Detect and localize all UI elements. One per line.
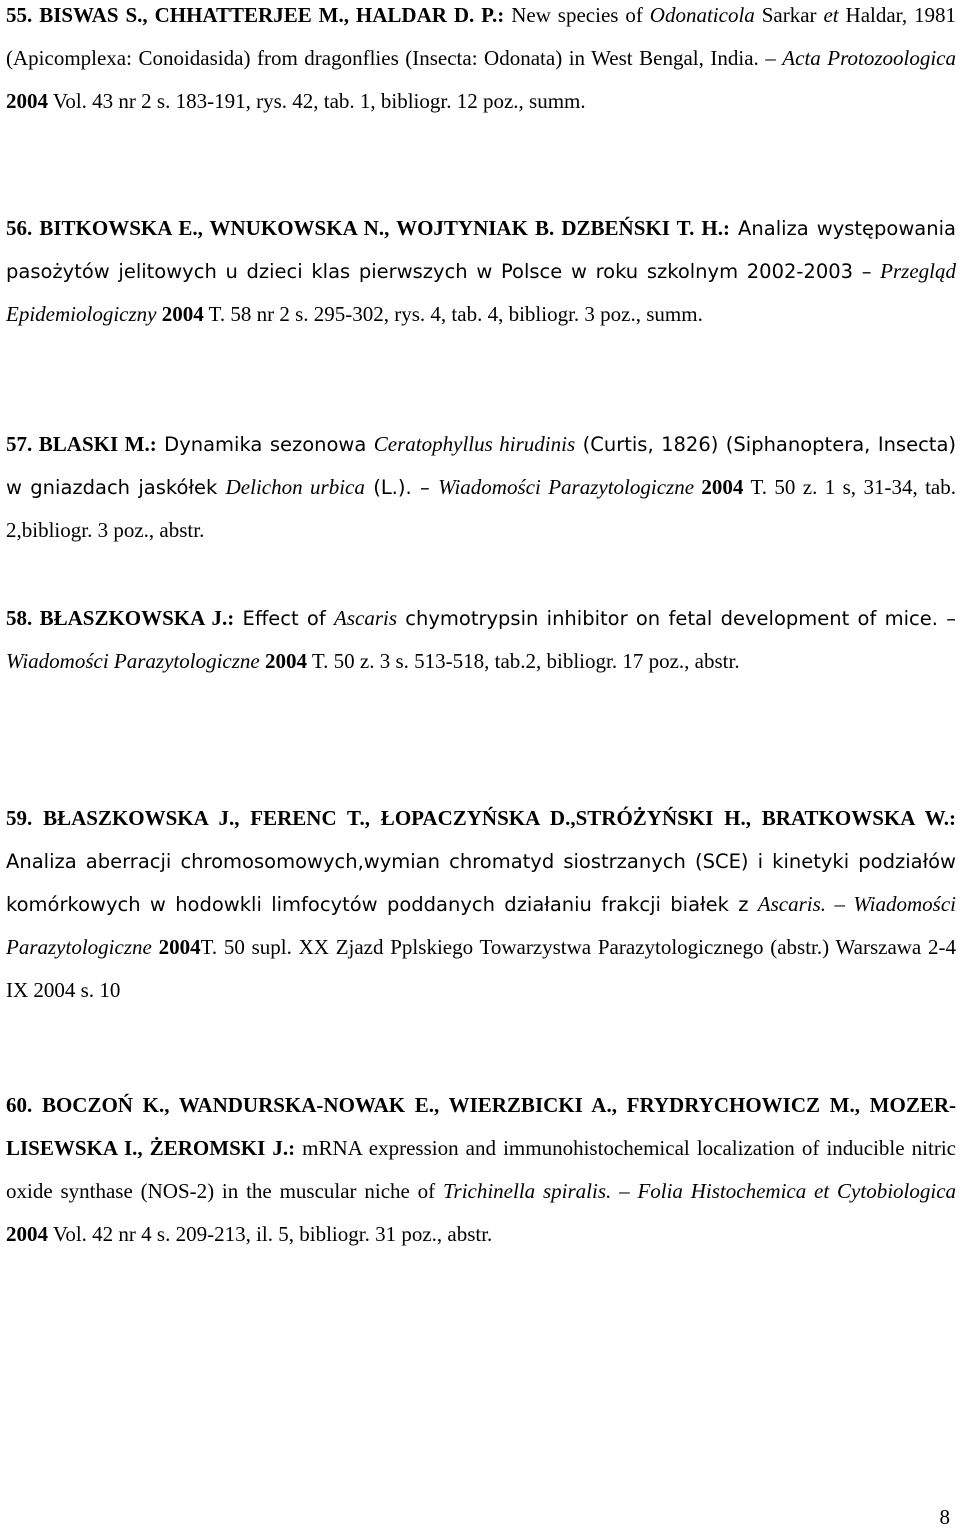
bibliography-entry-55 xyxy=(6,0,956,123)
entry-authors-or-year: 2004 xyxy=(6,1222,48,1246)
entry-number: 57. xyxy=(6,432,33,456)
bibliography-entry-58 xyxy=(6,597,956,683)
entry-italic-title: Wiadomości Parazytologiczne xyxy=(438,475,695,499)
entry-number: 55. xyxy=(6,3,33,27)
entry-text: Vol. 43 nr 2 s. 183-191, rys. 42, tab. 1, bibliogr. 12 poz., summ. xyxy=(48,89,586,113)
entry-text: Effect of xyxy=(234,607,335,630)
entry-italic-title: Wiadomości Parazytologiczne xyxy=(6,649,260,673)
entry-italic-title: Przegląd Epidemiologiczny xyxy=(6,259,956,326)
entry-text: – xyxy=(826,892,854,916)
entry-text: Haldar, 1981 (Apicomplexa: Conoidasida) from dragonflies (Insecta: Odonata) in West Bengal, India. – xyxy=(6,3,956,70)
entry-text: T. 58 nr 2 s. 295-302, rys. 4, tab. 4, bibliogr. 3 poz., summ. xyxy=(203,302,703,326)
page-number: 8 xyxy=(939,1505,950,1529)
entry-text: Dynamika sezonowa xyxy=(156,433,374,456)
entry-text: chymotrypsin inhibitor on fetal development of mice. – xyxy=(397,607,956,630)
bibliography-entry-57 xyxy=(6,423,956,552)
entry-italic-title: et xyxy=(823,3,839,27)
entry-italic-title: Odonaticola xyxy=(649,3,755,27)
entry-number: 59. xyxy=(6,806,33,830)
entry-text: (L.). – xyxy=(364,476,439,499)
entry-text: mRNA expression and immunohistochemical localization of inducible nitric oxide synthase (NOS-2) in the muscular niche of xyxy=(6,1136,956,1203)
entry-text: Analiza aberracji chromosomowych,wymian chromatyd siostrzanych (SCE) i kinetyki podziałów komórkowych w hodowkli limfocytów poddanych działaniu frakcji białek z xyxy=(6,850,956,916)
entry-authors-or-year: 2004 xyxy=(156,302,204,326)
entry-italic-title: Delichon urbica xyxy=(225,475,365,499)
entry-number: 60. xyxy=(6,1093,33,1117)
bibliography-entry-59 xyxy=(6,797,956,1012)
entry-text: New species of xyxy=(504,3,650,27)
entry-italic-title: Wiadomości Parazytologiczne xyxy=(6,892,957,959)
entry-text: Analiza występowania pasożytów jelitowych u dzieci klas pierwszych w Polsce w roku szkolnym 2002-2003 – xyxy=(6,217,956,283)
entry-authors-or-year: BOCZOŃ K., WANDURSKA-NOWAK E., WIERZBICKI A., FRYDRYCHOWICZ M., MOZER-LISEWSKA I., ŻEROMSKI J.: xyxy=(6,1093,956,1160)
bibliography-entry-56 xyxy=(6,207,956,336)
entry-text: T. 50 z. 3 s. 513-518, tab.2, bibliogr. 17 poz., abstr. xyxy=(306,649,740,673)
entry-italic-title: Folia Histochemica et Cytobiologica xyxy=(637,1179,957,1203)
entry-authors-or-year: BŁASZKOWSKA J., FERENC T., ŁOPACZYŃSKA D.,STRÓŻYŃSKI H., BRATKOWSKA W.: xyxy=(43,806,957,830)
entry-authors-or-year: 2004 xyxy=(259,649,307,673)
entry-italic-title: Ascaris. xyxy=(757,892,827,916)
bibliography-entry-60 xyxy=(6,1084,956,1256)
entry-authors-or-year: 2004 xyxy=(151,935,201,959)
entry-text: T. 50 supl. XX Zjazd Pplskiego Towarzystwa Parazytologicznego (abstr.) Warszawa 2-4 IX 2004 s. 10 xyxy=(6,935,957,1002)
entry-authors-or-year: 2004 xyxy=(6,89,48,113)
entry-number: 58. xyxy=(6,606,33,630)
entry-italic-title: Ascaris xyxy=(334,606,398,630)
entry-text: (Curtis, 1826) (Siphanoptera, Insecta) w gniazdach jaskółek xyxy=(6,433,957,499)
entry-text: – xyxy=(611,1179,638,1203)
entry-italic-title: Trichinella spiralis. xyxy=(443,1179,612,1203)
entry-text: Sarkar xyxy=(754,3,824,27)
entry-italic-title: Ceratophyllus hirudinis xyxy=(373,432,576,456)
entry-italic-title: Acta Protozoologica xyxy=(782,46,957,70)
entry-authors-or-year: BITKOWSKA E., WNUKOWSKA N., WOJTYNIAK B. DZBEŃSKI T. H.: xyxy=(39,216,730,240)
entry-authors-or-year: BŁASZKOWSKA J.: xyxy=(39,606,235,630)
entry-authors-or-year: BISWAS S., CHHATTERJEE M., HALDAR D. P.: xyxy=(39,3,505,27)
entry-authors-or-year: BLASKI M.: xyxy=(38,432,157,456)
entry-text: Vol. 42 nr 4 s. 209-213, il. 5, bibliogr. 31 poz., abstr. xyxy=(48,1222,493,1246)
entry-authors-or-year: 2004 xyxy=(694,475,744,499)
entry-text: T. 50 z. 1 s, 31-34, tab. 2,bibliogr. 3 poz., abstr. xyxy=(6,475,957,542)
entry-number: 56. xyxy=(6,216,33,240)
